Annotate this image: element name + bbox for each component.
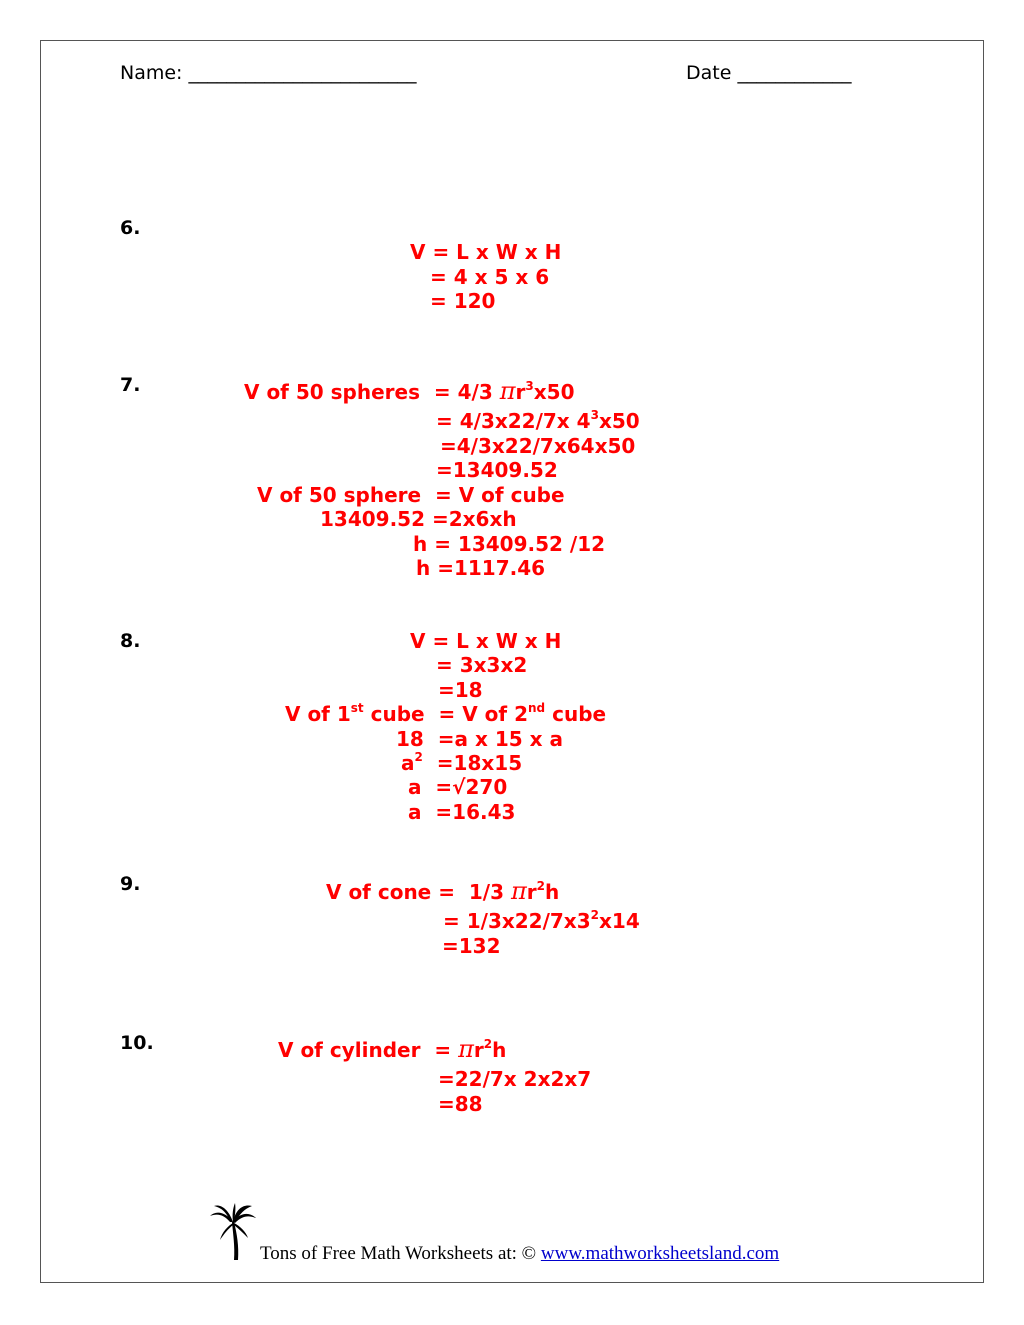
exponent: 3 — [590, 408, 599, 422]
answer-line: h =1117.46 — [416, 556, 546, 580]
answer-line: =88 — [438, 1092, 483, 1116]
answer-text: r — [526, 880, 537, 904]
answer-line: =132 — [442, 934, 501, 958]
answer-text: V of cylinder = — [278, 1038, 459, 1062]
footer-text: Tons of Free Math Worksheets at: © — [260, 1243, 541, 1264]
ordinal-suffix: st — [350, 701, 364, 715]
answer-text: = 1/3x22/7x3 — [443, 909, 591, 933]
answer-line: = 3x3x2 — [436, 653, 528, 677]
answer-text: = 4/3x22/7x 4 — [436, 409, 591, 433]
pi-symbol: π — [511, 877, 527, 905]
name-field-label: Name: ________________________ — [120, 62, 417, 84]
answer-line: =18 — [438, 678, 483, 702]
exponent: 3 — [525, 379, 534, 393]
answer-text: a — [401, 751, 415, 775]
ordinal-suffix: nd — [528, 701, 546, 715]
pi-symbol: π — [458, 1035, 474, 1063]
answer-line — [285, 701, 607, 726]
exponent: 2 — [590, 908, 599, 922]
answer-line: =13409.52 — [436, 458, 558, 482]
problem-number: 10. — [120, 1032, 154, 1054]
answer-text: x50 — [533, 380, 575, 404]
answer-text: r — [515, 380, 526, 404]
answer-line: = 120 — [430, 289, 496, 313]
answer-line: V = L x W x H — [410, 629, 562, 653]
footer-credit — [260, 1244, 779, 1263]
problem-number: 9. — [120, 873, 141, 895]
date-field-label: Date ____________ — [686, 62, 852, 84]
answer-line: h = 13409.52 /12 — [413, 532, 606, 556]
answer-line: =22/7x 2x2x7 — [438, 1067, 592, 1091]
exponent: 2 — [483, 1037, 493, 1051]
problem-number: 7. — [120, 374, 141, 396]
answer-line: V = L x W x H — [410, 240, 562, 264]
answer-line — [244, 379, 575, 403]
answer-text: x14 — [599, 909, 640, 933]
answer-line — [443, 908, 640, 933]
answer-text: h — [545, 880, 560, 904]
exponent: 2 — [536, 879, 546, 893]
answer-text: cube = V of 2 — [363, 702, 529, 726]
answer-line: a =16.43 — [408, 800, 516, 824]
palm-tree-icon — [208, 1202, 258, 1262]
answer-text: r — [473, 1038, 484, 1062]
answer-line: a =√270 — [408, 775, 508, 799]
answer-line: 18 =a x 15 x a — [396, 727, 563, 751]
answer-line — [326, 879, 559, 903]
answer-line: =4/3x22/7x64x50 — [440, 434, 636, 458]
pi-symbol: π — [499, 377, 516, 405]
answer-text: V of 50 spheres = 4/3 — [244, 380, 500, 404]
answer-text: h — [492, 1038, 507, 1062]
answer-text: =18x15 — [422, 751, 523, 775]
exponent: 2 — [414, 750, 423, 764]
answer-line: 13409.52 =2x6xh — [320, 507, 517, 531]
answer-line — [278, 1037, 506, 1061]
answer-line — [401, 750, 523, 775]
problem-number: 6. — [120, 217, 141, 239]
answer-text: cube — [545, 702, 607, 726]
answer-line: V of 50 sphere = V of cube — [257, 483, 565, 507]
answer-text: V of cone = 1/3 — [326, 880, 511, 904]
answer-line — [436, 408, 640, 433]
problem-number: 8. — [120, 630, 141, 652]
answer-text: V of 1 — [285, 702, 351, 726]
answer-text: x50 — [598, 409, 640, 433]
footer-link[interactable]: www.mathworksheetsland.com — [540, 1243, 780, 1264]
answer-line: = 4 x 5 x 6 — [430, 265, 550, 289]
